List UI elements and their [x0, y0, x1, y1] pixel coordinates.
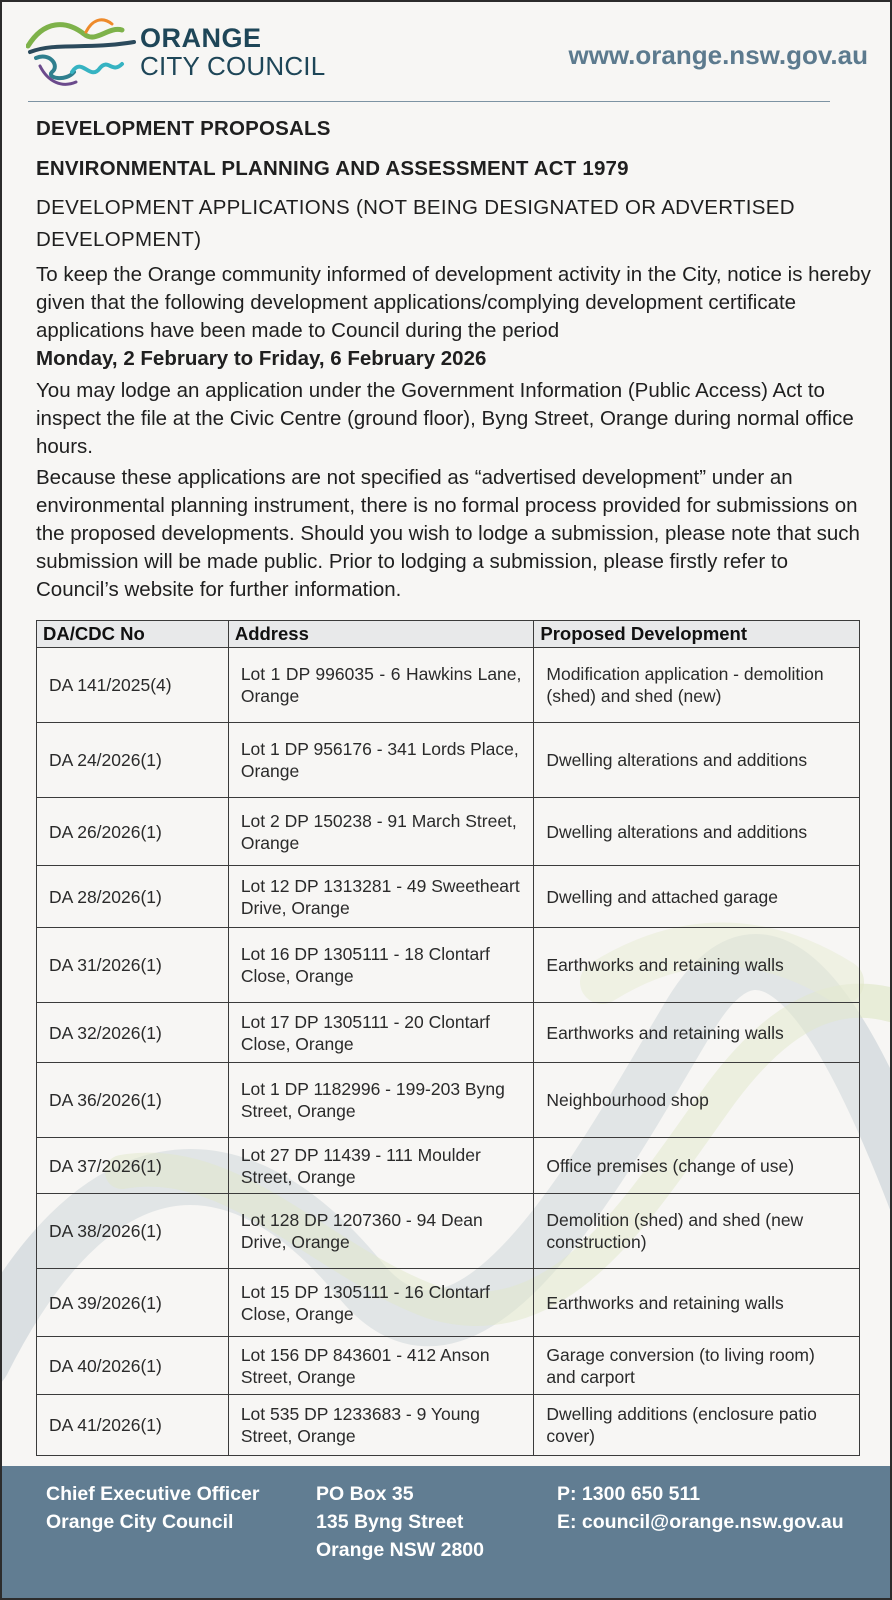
da-development: Dwelling and attached garage — [534, 866, 860, 928]
footer-contact-block — [557, 1480, 844, 1536]
da-number: DA 31/2026(1) — [37, 928, 229, 1003]
column-header-no: DA/CDC No — [37, 621, 229, 648]
council-logo-text — [140, 24, 325, 80]
table-header-row — [37, 621, 860, 648]
da-number: DA 37/2026(1) — [37, 1138, 229, 1194]
da-address: Lot 156 DP 843601 - 412 Anson Street, Orange — [228, 1337, 534, 1395]
footer-council-name: Orange City Council — [46, 1511, 234, 1533]
table-row — [37, 1003, 860, 1063]
footer-ceo-title: Chief Executive Officer — [46, 1483, 260, 1505]
heading-development-applications: DEVELOPMENT APPLICATIONS (NOT BEING DESIGNATED OR ADVERTISED DEVELOPMENT) — [36, 196, 795, 251]
da-address: Lot 2 DP 150238 - 91 March Street, Orange — [228, 798, 534, 866]
footer-street: 135 Byng Street — [316, 1511, 464, 1533]
council-logo-icon — [26, 12, 138, 96]
header-divider — [28, 101, 830, 102]
table-row — [37, 928, 860, 1003]
column-header-development: Proposed Development — [534, 621, 860, 648]
intro-text: To keep the Orange community informed of development activity in the City, notice is hereby given that the following development applications/complying development certificate applications have been made to Council during the period — [36, 263, 871, 342]
logo-line-orange: ORANGE — [140, 23, 262, 53]
da-development: Dwelling alterations and additions — [534, 798, 860, 866]
da-address: Lot 15 DP 1305111 - 16 Clontarf Close, Orange — [228, 1269, 534, 1337]
da-address: Lot 1 DP 996035 - 6 Hawkins Lane, Orange — [228, 648, 534, 723]
da-development: Dwelling additions (enclosure patio cover) — [534, 1395, 860, 1456]
table-row — [37, 1063, 860, 1138]
footer-email[interactable]: E: council@orange.nsw.gov.au — [557, 1511, 844, 1533]
da-number: DA 26/2026(1) — [37, 798, 229, 866]
gipa-paragraph: You may lodge an application under the Government Information (Public Access) Act to inspect the file at the Civic Centre (ground floor), Byng Street, Orange during normal office hours. — [36, 379, 854, 458]
da-address: Lot 12 DP 1313281 - 49 Sweetheart Drive, Orange — [228, 866, 534, 928]
table-row — [37, 798, 860, 866]
table-row — [37, 866, 860, 928]
da-development: Earthworks and retaining walls — [534, 1003, 860, 1063]
da-address: Lot 16 DP 1305111 - 18 Clontarf Close, Orange — [228, 928, 534, 1003]
applications-table — [36, 620, 860, 1456]
da-development: Modification application - demolition (shed) and shed (new) — [534, 648, 860, 723]
footer-ceo-block — [46, 1480, 260, 1536]
footer-contact-bar — [2, 1466, 892, 1600]
da-development: Demolition (shed) and shed (new construction) — [534, 1194, 860, 1269]
table-row — [37, 1138, 860, 1194]
da-number: DA 32/2026(1) — [37, 1003, 229, 1063]
heading-act: ENVIRONMENTAL PLANNING AND ASSESSMENT ACT 1979 — [36, 157, 629, 180]
intro-paragraph — [36, 261, 876, 373]
da-address: Lot 1 DP 1182996 - 199-203 Byng Street, Orange — [228, 1063, 534, 1138]
da-development: Neighbourhood shop — [534, 1063, 860, 1138]
submissions-paragraph: Because these applications are not specified as “advertised development” under an environmental planning instrument, there is no formal process provided for submissions on the proposed developments. Should you wish to lodge a submission, please note that such submission will be made public. Prior to lodging a submission, please firstly refer to Council’s website for further information. — [36, 466, 860, 601]
da-address: Lot 27 DP 11439 - 111 Moulder Street, Orange — [228, 1138, 534, 1194]
table-row — [37, 723, 860, 798]
da-number: DA 39/2026(1) — [37, 1269, 229, 1337]
da-development: Earthworks and retaining walls — [534, 928, 860, 1003]
notice-period: Monday, 2 February to Friday, 6 February 2026 — [36, 347, 487, 370]
table-row — [37, 1337, 860, 1395]
table-row — [37, 1194, 860, 1269]
da-number: DA 40/2026(1) — [37, 1337, 229, 1395]
da-address: Lot 535 DP 1233683 - 9 Young Street, Orange — [228, 1395, 534, 1456]
da-number: DA 28/2026(1) — [37, 866, 229, 928]
da-development: Office premises (change of use) — [534, 1138, 860, 1194]
da-address: Lot 17 DP 1305111 - 20 Clontarf Close, Orange — [228, 1003, 534, 1063]
footer-suburb: Orange NSW 2800 — [316, 1539, 484, 1561]
footer-phone[interactable]: P: 1300 650 511 — [557, 1483, 701, 1505]
da-development: Garage conversion (to living room) and carport — [534, 1337, 860, 1395]
column-header-address: Address — [228, 621, 534, 648]
footer-po-box: PO Box 35 — [316, 1483, 414, 1505]
table-row — [37, 648, 860, 723]
da-number: DA 41/2026(1) — [37, 1395, 229, 1456]
da-number: DA 38/2026(1) — [37, 1194, 229, 1269]
footer-address-block — [316, 1480, 484, 1564]
da-development: Earthworks and retaining walls — [534, 1269, 860, 1337]
heading-development-proposals: DEVELOPMENT PROPOSALS — [36, 117, 331, 140]
da-address: Lot 128 DP 1207360 - 94 Dean Drive, Orange — [228, 1194, 534, 1269]
header — [2, 2, 892, 102]
logo-line-city-council: CITY COUNCIL — [140, 51, 326, 81]
website-link[interactable]: www.orange.nsw.gov.au — [568, 40, 868, 70]
da-number: DA 36/2026(1) — [37, 1063, 229, 1138]
da-number: DA 141/2025(4) — [37, 648, 229, 723]
table-row — [37, 1395, 860, 1456]
da-development: Dwelling alterations and additions — [534, 723, 860, 798]
da-address: Lot 1 DP 956176 - 341 Lords Place, Orange — [228, 723, 534, 798]
table-row — [37, 1269, 860, 1337]
notice-body — [36, 114, 876, 604]
da-number: DA 24/2026(1) — [37, 723, 229, 798]
